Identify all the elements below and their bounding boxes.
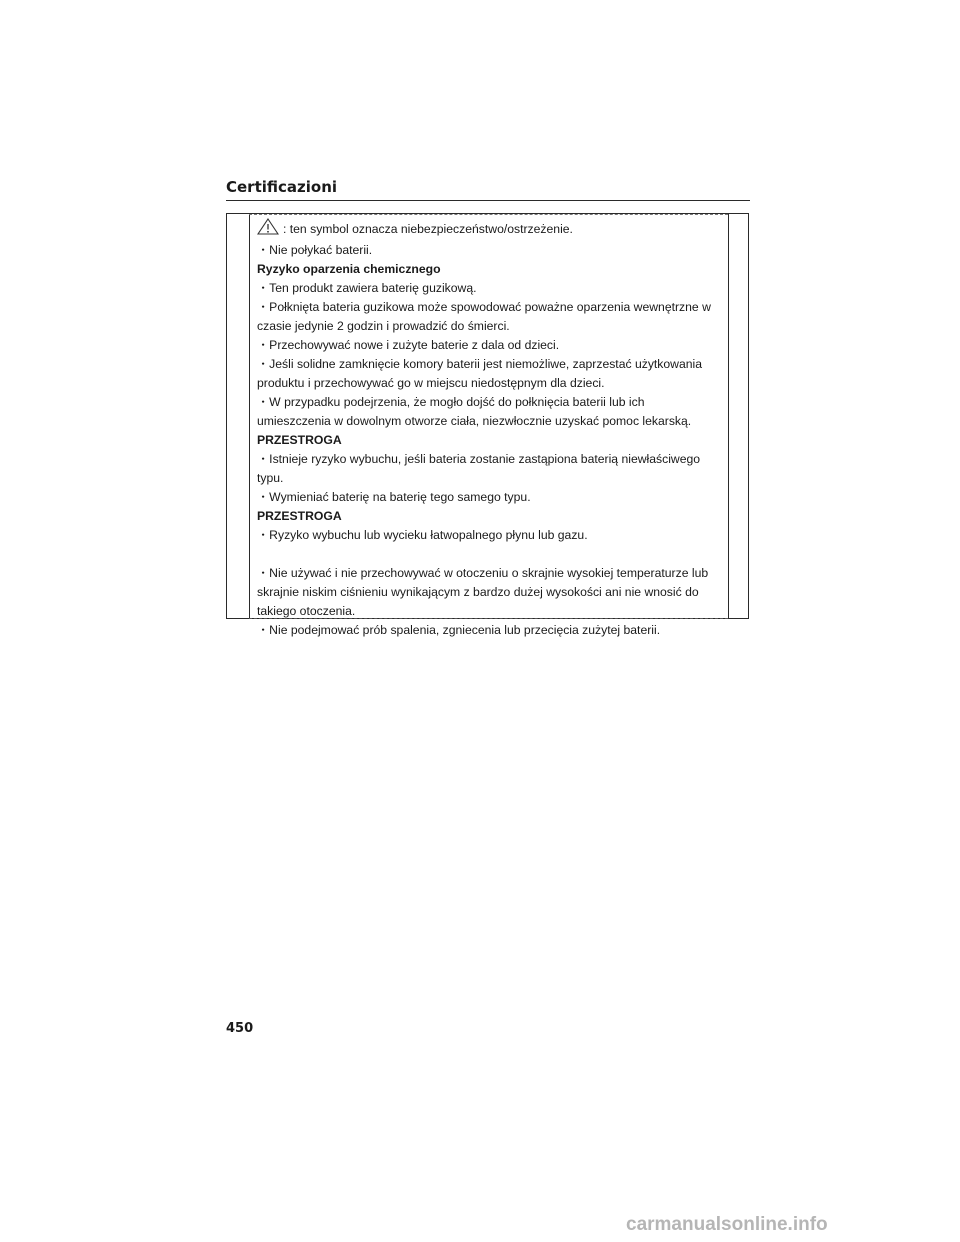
- heading-caution-2: PRZESTROGA: [257, 509, 342, 523]
- page-number: 450: [226, 1021, 254, 1036]
- text-line: produktu i przechowywać go w miejscu niedostępnym dla dzieci.: [257, 376, 605, 390]
- text-line: ・Wymieniać baterię na baterię tego samego typu.: [257, 490, 531, 504]
- text-line: ・Ten produkt zawiera baterię guzikową.: [257, 281, 477, 295]
- symbol-description: : ten symbol oznacza niebezpieczeństwo/ostrzeżenie.: [283, 222, 573, 236]
- warning-text: [257, 218, 725, 640]
- text-line: ・Nie podejmować prób spalenia, zgniecenia lub przecięcia zużytej baterii.: [257, 623, 661, 637]
- symbol-line: [257, 218, 725, 241]
- text-line: skrajnie niskim ciśnieniu wynikającym z bardzo dużej wysokości ani nie wnosić do: [257, 585, 699, 599]
- text-line: ・Nie połykać baterii.: [257, 243, 373, 257]
- text-line: ・Połknięta bateria guzikowa może spowodować poważne oparzenia wewnętrzne w: [257, 300, 711, 314]
- text-line: ・Nie używać i nie przechowywać w otoczeniu o skrajnie wysokiej temperaturze lub: [257, 566, 709, 580]
- text-line: ・W przypadku podejrzenia, że mogło dojść do połknięcia baterii lub ich: [257, 395, 645, 409]
- text-line: typu.: [257, 471, 284, 485]
- table-dashed-top: [249, 214, 728, 216]
- text-line: umieszczenia w dowolnym otworze ciała, niezwłocznie uzyskać pomoc lekarską.: [257, 414, 692, 428]
- text-line: ・Jeśli solidne zamknięcie komory baterii jest niemożliwe, zaprzestać użytkowania: [257, 357, 703, 371]
- section-title: Certificazioni: [226, 178, 338, 196]
- table-left-column-line: [249, 214, 250, 618]
- text-line: czasie jedynie 2 godzin i prowadzić do śmierci.: [257, 319, 510, 333]
- warning-table: [226, 213, 749, 637]
- blank-line: [257, 545, 725, 564]
- heading-chemical-burn: Ryzyko oparzenia chemicznego: [257, 262, 441, 276]
- text-line: takiego otoczenia.: [257, 604, 356, 618]
- title-rule: [226, 200, 750, 201]
- warning-triangle-icon: [257, 218, 279, 241]
- heading-caution-1: PRZESTROGA: [257, 433, 342, 447]
- table-right-column-line: [728, 214, 729, 618]
- text-line: ・Przechowywać nowe i zużyte baterie z dala od dzieci.: [257, 338, 560, 352]
- text-line: ・Istnieje ryzyko wybuchu, jeśli bateria zostanie zastąpiona baterią niewłaściwego: [257, 452, 701, 466]
- watermark: carmanualsonline.info: [626, 1214, 828, 1235]
- text-line: ・Ryzyko wybuchu lub wycieku łatwopalnego płynu lub gazu.: [257, 528, 588, 542]
